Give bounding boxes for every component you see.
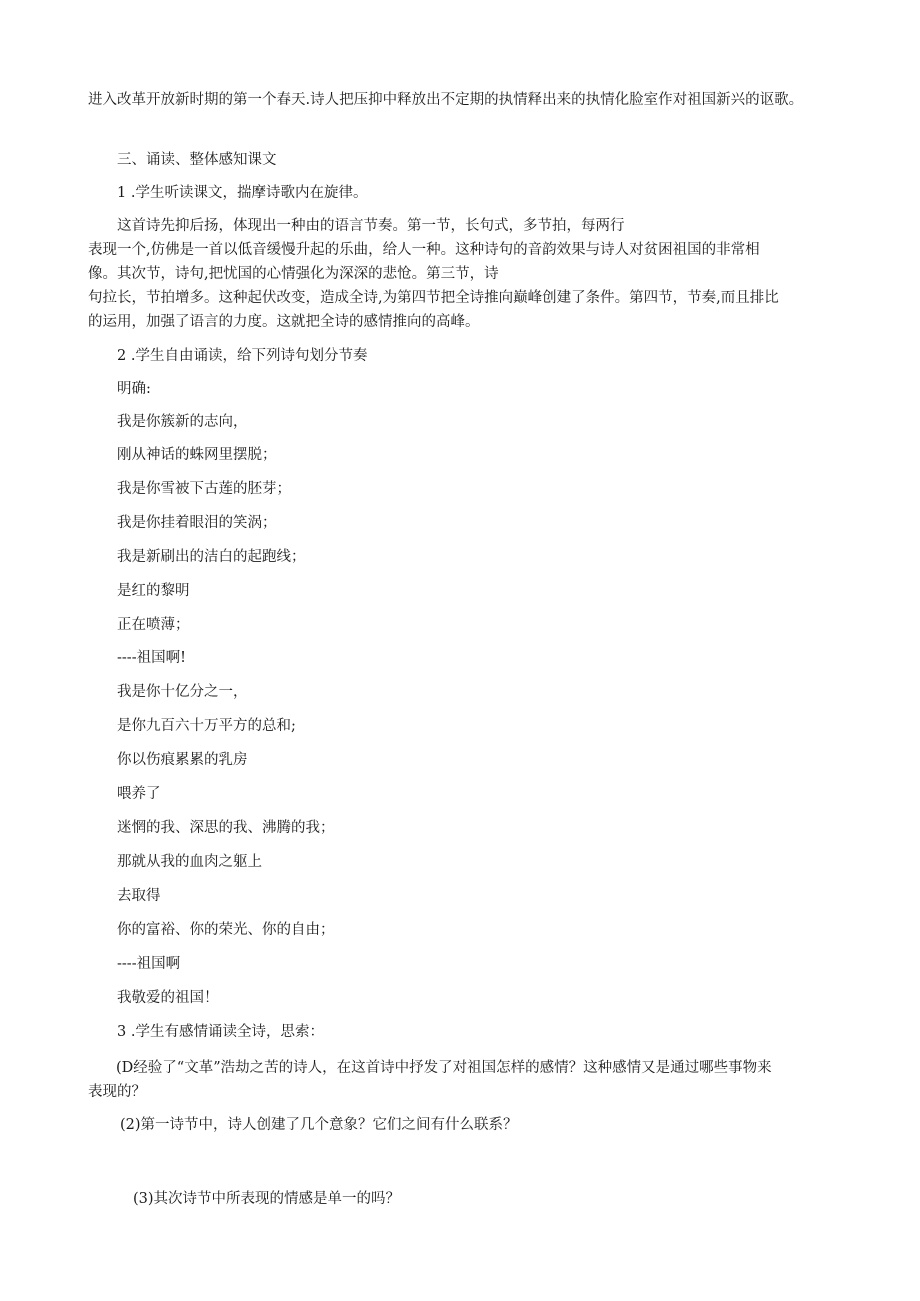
question-1-continued: 表现的？ [88,1084,146,1100]
step1-analysis-line: 表现一个,仿佛是一首以低音缓慢升起的乐曲，给人一种。这种诗句的音韵效果与诗人对贫困祖国的非常相 [88,242,760,258]
poem-line: 我是你雪被下古莲的胚芽； [117,481,291,497]
intro-paragraph: 进入改革开放新时期的第一个春天.诗人把压抑中释放出不定期的执情释出来的执情化脸室作对祖国新兴的讴歌。 [88,92,804,108]
step1-analysis-line: 的运用，加强了语言的力度。这就把全诗的感情推向的高峰。 [88,314,480,330]
poem-line: 我是新刷出的洁白的起跑线； [117,549,306,565]
step1-title: 1 .学生听读课文，揣摩诗歌内在旋律。 [117,185,368,201]
step1-analysis-line: 句拉长，节拍增多。这种起伏改变，造成全诗,为第四节把全诗推向巅峰创建了条件。第四节，节奏,而且排比 [88,290,779,306]
poem-line: 喂养了 [117,786,161,802]
question-1: (D经验了“文革”浩劫之苦的诗人，在这首诗中抒发了对祖国怎样的感情？这种感情又是通过哪些事物来 [116,1060,772,1076]
poem-line: 刚从神话的蛛网里摆脱； [117,447,277,463]
poem-line: 迷惘的我、深思的我、沸腾的我； [117,820,335,836]
poem-line: 去取得 [117,888,161,904]
poem-line: 那就从我的血肉之躯上 [117,854,262,870]
step1-analysis-line: 像。其次节，诗句,把忧国的心情强化为深深的悲怆。第三节，诗 [88,266,499,282]
poem-line: 我是你挂着眼泪的笑涡； [117,515,277,531]
poem-line: ----祖国啊 [117,956,181,972]
poem-line: 正在喷薄； [117,617,190,633]
poem-line: ----祖国啊! [117,650,186,666]
poem-line: 是你九百六十万平方的总和; [117,718,296,734]
step3-title: 3 .学生有感情诵读全诗，思索： [117,1024,324,1040]
step2-title: 2 .学生自由诵读，给下列诗句划分节奏 [117,348,368,364]
poem-line: 是红的黎明 [117,583,190,599]
poem-line: 你以伤痕累累的乳房 [117,752,248,768]
poem-line: 你的富裕、你的荣光、你的自由； [117,922,335,938]
poem-line: 我是你簇新的志向， [117,414,248,430]
poem-line: 我是你十亿分之一， [117,684,248,700]
step1-analysis-line: 这首诗先抑后扬，体现出一种由的语言节奏。第一节，长句式，多节拍，每两行 [117,218,625,234]
question-2: (2)第一诗节中，诗人创建了几个意象？它们之间有什么联系？ [120,1117,518,1133]
poem-line: 我敬爱的祖国！ [117,990,219,1006]
section-heading: 三、诵读、整体感知课文 [117,152,277,168]
question-3: (3)其次诗节中所表现的情感是单一的吗？ [133,1191,401,1207]
clarify-label: 明确: [117,381,151,397]
